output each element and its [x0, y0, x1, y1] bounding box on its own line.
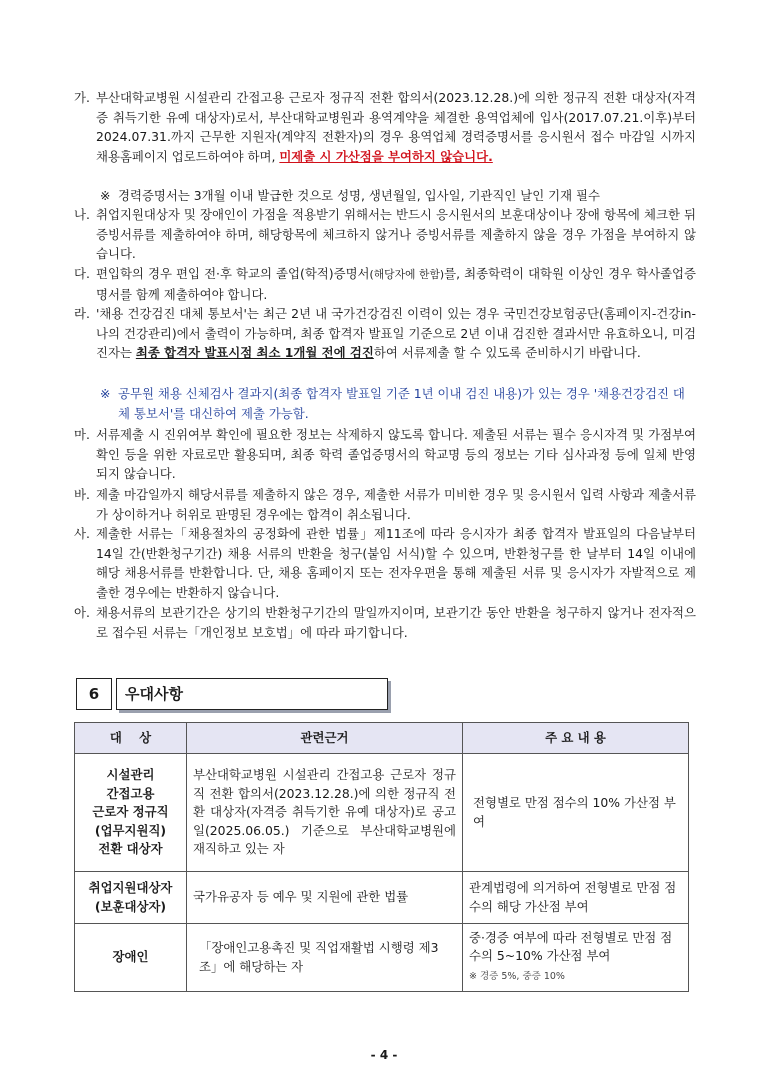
table-row [75, 924, 689, 992]
severity-note: ※ 경증 5%, 중증 10% [469, 970, 565, 982]
item-marker: 마. [74, 427, 90, 442]
item-marker: 아. [74, 605, 90, 620]
no-bonus-warning: 미제출 시 가산점을 부여하지 않습니다. [279, 148, 493, 164]
note-career-certificate [100, 186, 696, 206]
content-cell: 관계법령에 의거하여 전형별로 만점 점수의 해당 가산점 부여 [463, 872, 689, 924]
table-row [75, 754, 689, 872]
target-cell: 취업지원대상자 (보훈대상자) [75, 872, 187, 924]
preference-table [74, 722, 689, 992]
list-item-ga [74, 88, 696, 166]
item-marker: 사. [74, 526, 90, 541]
content-cell: 전형별로 만점 점수의 10% 가산점 부여 [463, 754, 689, 872]
section-title: 우대사항 [116, 678, 388, 710]
item-marker: 바. [74, 487, 90, 502]
note-text: 공무원 채용 신체검사 결과지(최종 합격자 발표일 기준 1년 이내 검진 내용)가 있는 경우 '채용건강검진 대체 통보서'를 대신하여 제출 가능함. [118, 386, 685, 421]
item-text: '채용 건강검진 대체 통보서'는 최근 2년 내 국가건강검진 이력이 있는 경우 국민건강보험공단(홈페이지-건강in-나의 건강관리)에서 출력이 가능하며, 최종 합격자 발표일 기준으로 2년 이내 검진한 결과서만 유효하오니, 미검진자는 최종 합격자 발표시점 최소 1개월 전에 검진하여 서류제출 할 수 있도록 준비하시기 바랍니다. [96, 306, 696, 360]
list-item-sa [74, 524, 696, 602]
checkup-deadline: 최종 합격자 발표시점 최소 1개월 전에 검진 [135, 345, 374, 360]
item-marker: 라. [74, 306, 90, 321]
note-text: 경력증명서는 3개월 이내 발급한 것으로 성명, 생년월일, 입사일, 기관직인 날인 기재 필수 [118, 188, 600, 203]
item-text: 서류제출 시 진위여부 확인에 필요한 정보는 삭제하지 않도록 합니다. 제출된 서류는 필수 응시자격 및 가점부여 확인 등을 위한 자료로만 활용되며, 최종 학력 졸업증명서의 학교명 등의 정보는 기타 심사과정 등에 일체 반영되지 않습니다. [96, 427, 696, 481]
item-text: 제출 마감일까지 해당서류를 제출하지 않은 경우, 제출한 서류가 미비한 경우 및 응시원서 입력 사항과 제출서류가 상이하거나 허위로 판명된 경우에는 합격이 취소됩니다. [96, 487, 696, 522]
item-marker: 가. [74, 90, 90, 105]
section-number: 6 [76, 678, 112, 710]
target-cell: 시설관리 간접고용 근로자 정규직 (업무지원직) 전환 대상자 [75, 754, 187, 872]
header-content: 주 요 내 용 [463, 723, 689, 754]
list-item-ma [74, 425, 696, 484]
basis-cell: 부산대학교병원 시설관리 간접고용 근로자 정규직 전환 합의서(2023.12.28.)에 의한 정규직 전환 대상자(자격증 취득기한 유예 대상자)로 공고일(2025.06.05.) 기준으로 부산대학교병원에 재직하고 있는 자 [187, 754, 463, 872]
item-text: 취업지원대상자 및 장애인이 가점을 적용받기 위해서는 반드시 응시원서의 보훈대상이나 장애 항목에 체크한 뒤 증빙서류를 제출하여야 하며, 해당항목에 체크하지 않거나 증빙서류를 제출하지 않을 경우 가점을 부여하지 않습니다. [96, 207, 696, 261]
page-number: - 4 - [370, 1048, 398, 1062]
item-text: 부산대학교병원 시설관리 간접고용 근로자 정규직 전환 합의서(2023.12.28.)에 의한 정규직 전환 대상자(자격증 취득기한 유예 대상자)로서, 부산대학교병원과 용역계약을 체결한 용역업체에 입사(2017.07.21.이후)부터 2024.07.31.까지 근무한 지원자(계약직 전환자)의 경우 용역업체 경력증명서를 응시원서 접수 마감일 시까지 채용홈페이지 업로드하여야 하며, 미제출 시 가산점을 부여하지 않습니다. [96, 90, 696, 164]
item-marker: 다. [74, 266, 90, 281]
list-item-a [74, 603, 696, 642]
item-text: 제출한 서류는「채용절차의 공정화에 관한 법률」제11조에 따라 응시자가 최종 합격자 발표일의 다음날부터 14일 간(반환청구기간) 채용 서류의 반환을 청구(붙임 서식)할 수 있으며, 반환청구를 한 날부터 14일 이내에 해당 채용서류를 반환합니다. 단, 채용 홈페이지 또는 전자우편을 통해 제출된 서류 및 응시자가 자발적으로 제출한 경우에는 반환하지 않습니다. [96, 526, 696, 600]
list-item-na [74, 205, 696, 264]
basis-cell: 국가유공자 등 예우 및 지원에 관한 법률 [187, 872, 463, 924]
note-mark: ※ [100, 386, 111, 401]
item-text: 편입학의 경우 편입 전·후 학교의 졸업(학적)증명서(해당자에 한함)를, 최종학력이 대학원 이상인 경우 학사졸업증명서를 함께 제출하여야 합니다. [96, 266, 696, 302]
note-health-check [100, 384, 696, 423]
item-marker: 나. [74, 207, 90, 222]
list-item-da [74, 264, 696, 304]
header-target: 대 상 [75, 723, 187, 754]
table-header-row [75, 723, 689, 754]
table-row [75, 872, 689, 924]
content-cell: 중·경증 여부에 따라 전형별로 만점 점수의 5~10% 가산점 부여 ※ 경증 5%, 중증 10% [463, 924, 689, 992]
basis-cell: 「장애인고용촉진 및 직업재활법 시행령 제3조」에 해당하는 자 [187, 924, 463, 992]
note-mark: ※ [100, 188, 111, 203]
header-basis: 관련근거 [187, 723, 463, 754]
list-item-ba [74, 485, 696, 524]
list-item-ra [74, 304, 696, 363]
item-text: 채용서류의 보관기간은 상기의 반환청구기간의 말일까지이며, 보관기간 동안 반환을 청구하지 않거나 전자적으로 접수된 서류는「개인정보 보호법」에 따라 파기합니다. [96, 605, 696, 640]
target-cell: 장애인 [75, 924, 187, 992]
